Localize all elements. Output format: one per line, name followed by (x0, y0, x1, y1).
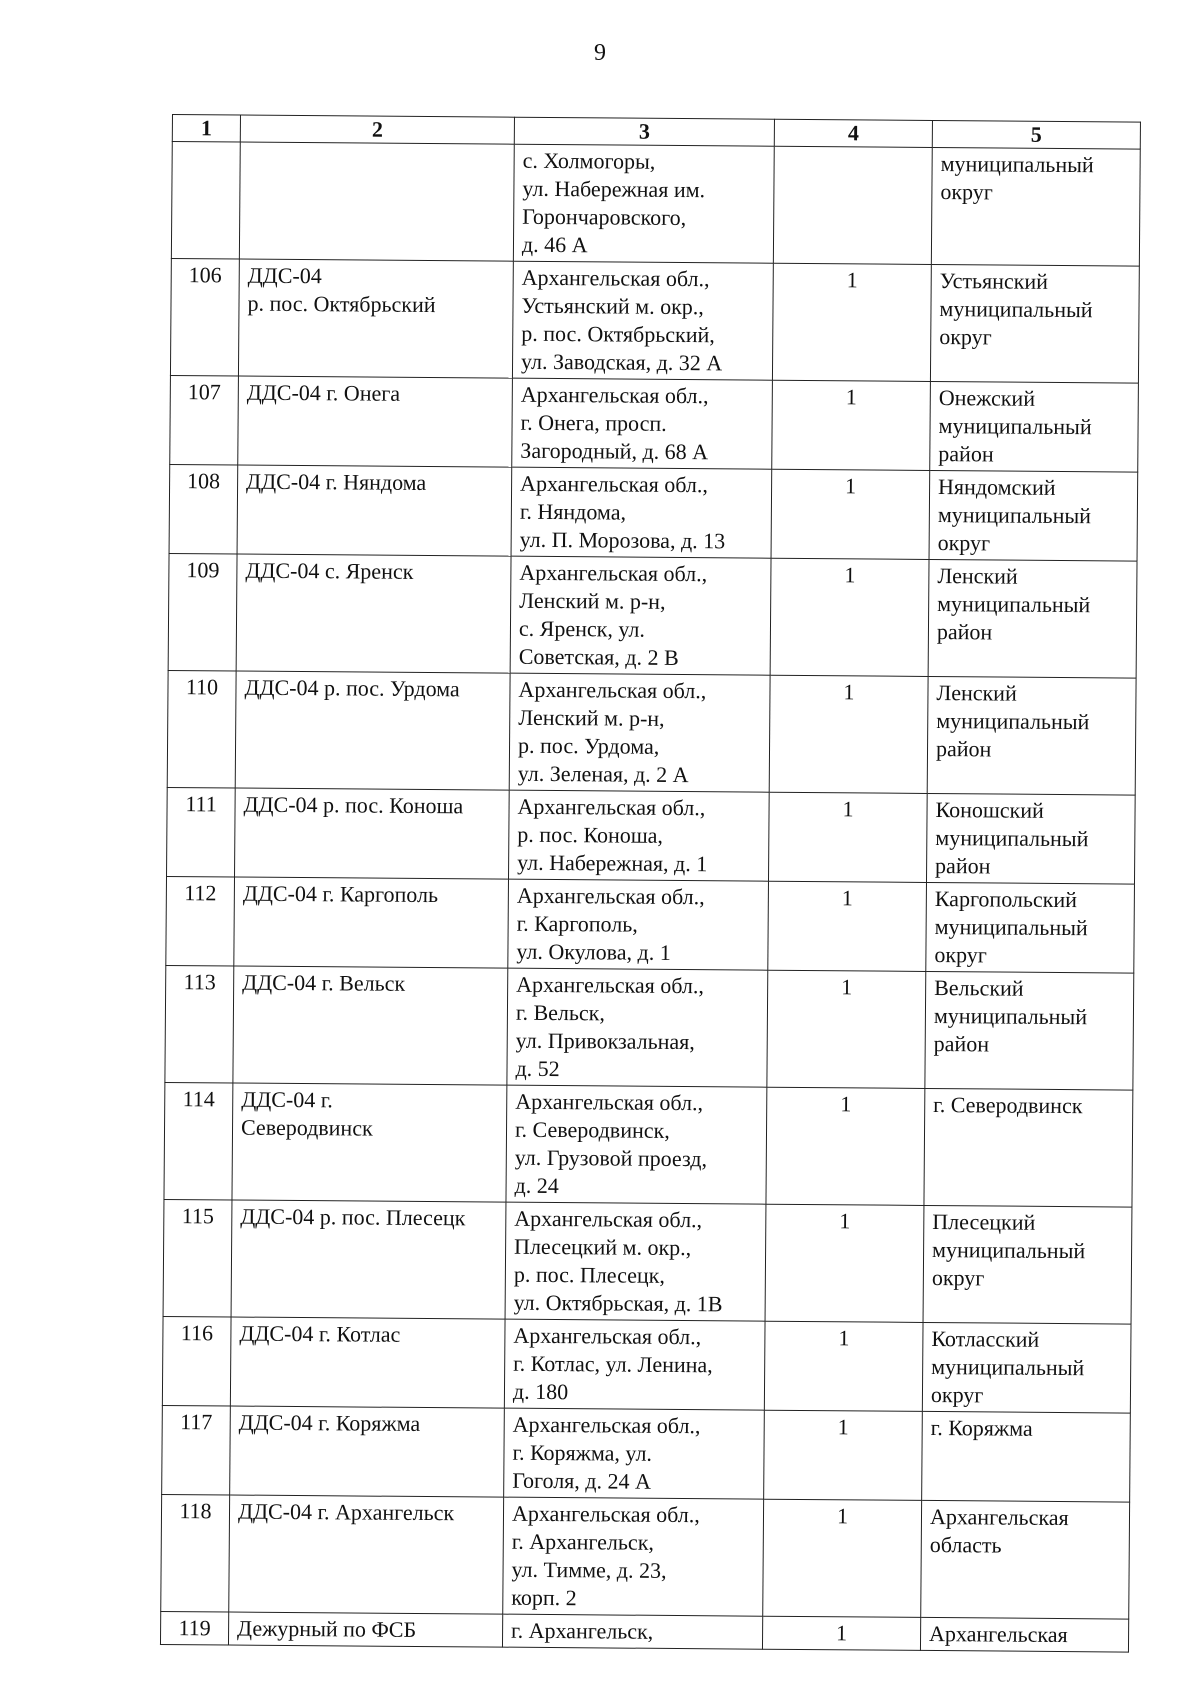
territory-cell (927, 676, 1136, 795)
row-number-cell: 109 (168, 553, 237, 671)
territory-line: муниципальный (940, 151, 1094, 178)
address-line: Горончаровского, (522, 203, 687, 231)
column-header-1: 1 (172, 115, 240, 143)
territory-line: муниципальный (933, 1003, 1088, 1030)
service-name-line: Дежурный по ФСБ (237, 1615, 417, 1642)
address-cell (513, 144, 774, 263)
address-line: р. пос. Октябрьский, (521, 320, 715, 348)
table-row (170, 375, 1139, 472)
territory-line: округ (937, 530, 991, 556)
address-line: г. Коряжма, ул. (512, 1439, 653, 1466)
row-number-cell: 111 (167, 787, 236, 877)
territory-line: район (938, 441, 994, 467)
table-row (169, 464, 1138, 561)
table-row (167, 670, 1136, 795)
address-line: ул. Набережная, д. 1 (517, 849, 708, 877)
address-line: р. пос. Плесецк, (513, 1261, 666, 1288)
service-name-line: ДДС-04 р. пос. Урдома (244, 674, 460, 702)
address-cell (508, 879, 769, 970)
territory-cell (922, 1411, 1131, 1502)
territory-line: муниципальный (939, 296, 1093, 323)
territory-line: Архангельская (929, 1503, 1069, 1531)
row-number-cell: 114 (164, 1082, 233, 1200)
service-name-line: р. пос. Октябрьский (247, 290, 436, 318)
territory-cell (920, 1617, 1128, 1652)
table-row (165, 965, 1134, 1090)
address-line: Загородный, д. 68 А (520, 437, 709, 465)
quantity-cell: 1 (763, 1499, 922, 1617)
address-line: Архангельская обл., (514, 1205, 703, 1233)
service-name-line: ДДС-04 г. Няндома (246, 468, 427, 496)
territory-cell (926, 793, 1135, 884)
territory-line: Ленский (937, 563, 1018, 589)
service-name-cell (236, 554, 511, 673)
row-number-cell: 108 (169, 464, 238, 554)
address-line: ул. Заводская, д. 32 А (520, 348, 723, 376)
quantity-cell: 1 (768, 881, 927, 971)
territory-line: Каргопольский (934, 886, 1078, 913)
address-line: ул. Привокзальная, (515, 1027, 695, 1055)
address-cell (506, 1085, 767, 1204)
column-header-3: 3 (514, 117, 774, 146)
territory-line: муниципальный (934, 914, 1088, 941)
address-line: Советская, д. 2 В (518, 643, 679, 670)
table-row (167, 787, 1136, 884)
service-name-cell (232, 1083, 507, 1202)
row-number-cell: 106 (170, 258, 239, 376)
territory-line: Устьянский (939, 268, 1049, 294)
address-line: Гоголя, д. 24 А (512, 1467, 652, 1494)
address-line: г. Северодвинск, (514, 1116, 670, 1143)
territory-cell (930, 264, 1139, 383)
address-line: г. Архангельск, (511, 1528, 655, 1555)
territory-cell (924, 1088, 1133, 1207)
service-name-line: ДДС-04 р. пос. Плесецк (240, 1203, 466, 1231)
quantity-cell: 1 (764, 1410, 923, 1500)
table-row (163, 1199, 1132, 1324)
address-line: ул. Окулова, д. 1 (516, 938, 671, 965)
row-number-cell: 113 (165, 965, 234, 1083)
column-header-2: 2 (240, 115, 514, 144)
row-number-cell (171, 142, 240, 260)
address-line: Устьянский м. окр., (521, 292, 704, 320)
address-cell (509, 673, 770, 792)
address-line: Архангельская обл., (517, 793, 706, 821)
page-number: 9 (594, 40, 606, 66)
row-number-cell: 119 (160, 1611, 228, 1645)
quantity-cell: 1 (772, 263, 931, 381)
address-line: ул. П. Морозова, д. 13 (519, 526, 726, 554)
quantity-cell: 1 (768, 792, 927, 882)
address-line: Архангельская обл., (518, 676, 707, 704)
address-line: Архангельская обл., (511, 1500, 700, 1528)
address-cell (502, 1614, 762, 1649)
address-cell (511, 467, 772, 558)
service-name-line: ДДС-04 г. Онега (246, 379, 401, 406)
row-number-cell: 110 (167, 670, 236, 788)
address-line: д. 46 А (521, 231, 588, 258)
territory-cell (925, 971, 1134, 1090)
service-name-line: ДДС-04 г. Архангельск (237, 1498, 455, 1526)
service-name-cell (229, 1495, 504, 1614)
address-cell (505, 1202, 766, 1321)
territory-line: район (933, 1031, 990, 1057)
address-line: Архангельская обл., (520, 381, 709, 409)
address-cell (503, 1497, 764, 1616)
territory-line: Онежский (938, 385, 1036, 411)
service-name-line: ДДС-04 р. пос. Коноша (243, 791, 464, 819)
quantity-cell: 1 (770, 558, 929, 676)
row-number-cell: 116 (162, 1316, 231, 1406)
territory-line: район (935, 853, 991, 879)
territory-cell (931, 147, 1140, 266)
address-cell (512, 261, 773, 380)
table-row (166, 876, 1135, 973)
address-line: ул. Зеленая, д. 2 А (517, 760, 689, 788)
service-name-line: ДДС-04 (247, 262, 322, 289)
territory-line: область (929, 1531, 1002, 1558)
territory-line: Ленский (936, 680, 1017, 706)
territory-cell (928, 559, 1137, 678)
table-row (168, 553, 1137, 678)
address-line: г. Каргополь, (516, 910, 638, 937)
service-name-cell (230, 1406, 505, 1497)
territory-line: Плесецкий (932, 1209, 1036, 1235)
table-row (164, 1082, 1133, 1207)
address-cell (510, 556, 771, 675)
table-row (161, 1494, 1130, 1619)
table-row (162, 1405, 1131, 1502)
territory-line: округ (940, 179, 993, 205)
territory-cell (926, 882, 1135, 973)
service-name-line: ДДС-04 г. Коряжма (238, 1409, 421, 1436)
territory-cell (921, 1500, 1130, 1619)
service-name-cell (235, 788, 510, 879)
address-line: Плесецкий м. окр., (514, 1233, 692, 1261)
territory-line: округ (939, 324, 992, 350)
quantity-cell: 1 (769, 675, 928, 793)
territory-line: Коношский (935, 797, 1044, 823)
address-cell (504, 1319, 765, 1410)
service-name-line: ДДС-04 г. (241, 1086, 333, 1113)
quantity-cell: 1 (772, 380, 931, 470)
column-header-4: 4 (774, 119, 932, 147)
address-line: г. Котлас, ул. Ленина, (513, 1350, 713, 1378)
service-name-line: ДДС-04 г. Котлас (239, 1320, 401, 1347)
table-row (162, 1316, 1131, 1413)
service-name-line: Северодвинск (240, 1114, 373, 1141)
service-name-cell (231, 1200, 506, 1319)
service-name-line: ДДС-04 г. Вельск (242, 969, 406, 996)
territory-line: муниципальный (937, 591, 1091, 618)
row-number-cell: 107 (170, 375, 239, 465)
address-line: Архангельская обл., (515, 1088, 704, 1116)
quantity-cell: 1 (766, 1087, 925, 1205)
territory-line: муниципальный (935, 825, 1089, 852)
address-line: с. Яренск, ул. (518, 615, 646, 642)
territory-line: муниципальный (936, 708, 1090, 735)
service-name-line: ДДС-04 с. Яренск (245, 557, 414, 584)
service-name-cell (235, 671, 510, 790)
address-line: д. 52 (515, 1055, 560, 1082)
registry-table (160, 114, 1141, 1653)
address-line: ул. Грузовой проезд, (514, 1144, 708, 1172)
territory-line: Вельский (934, 975, 1024, 1001)
service-name-cell (237, 465, 512, 556)
service-name-cell (238, 376, 513, 467)
address-line: г. Онега, просп. (520, 409, 667, 436)
territory-line: г. Северодвинск (933, 1092, 1083, 1119)
table-row (171, 142, 1140, 267)
address-line: ул. Октябрьская, д. 1В (513, 1289, 723, 1317)
address-line: Архангельская обл., (520, 470, 708, 498)
quantity-cell: 1 (771, 469, 930, 559)
address-cell (512, 378, 773, 469)
address-line: Архангельская обл., (513, 1322, 702, 1350)
quantity-cell: 1 (767, 970, 926, 1088)
row-number-cell: 117 (162, 1405, 231, 1495)
territory-line: район (936, 619, 993, 645)
territory-cell (923, 1205, 1132, 1324)
row-number-cell: 112 (166, 876, 235, 966)
address-line: г. Вельск, (515, 999, 606, 1026)
territory-line: Няндомский (937, 474, 1056, 500)
territory-cell (929, 470, 1138, 561)
quantity-cell (773, 146, 932, 264)
address-line: ул. Набережная им. (522, 175, 706, 203)
address-line: Архангельская обл., (519, 559, 708, 587)
territory-cell (922, 1322, 1131, 1413)
address-line: Архангельская обл., (521, 264, 710, 292)
territory-line: муниципальный (938, 413, 1092, 440)
row-number-cell: 115 (163, 1199, 232, 1317)
territory-line: округ (931, 1265, 985, 1291)
address-line: Архангельская обл., (512, 1411, 701, 1439)
address-line: Ленский м. р-н, (518, 704, 665, 731)
address-line: р. пос. Коноша, (517, 821, 664, 848)
address-cell (504, 1408, 765, 1499)
territory-line: муниципальный (937, 502, 1092, 529)
address-line: д. 24 (514, 1172, 559, 1199)
table-row (160, 1611, 1128, 1652)
address-line: с. Холмогоры, (522, 147, 656, 174)
quantity-cell: 1 (765, 1204, 924, 1322)
table-body (160, 142, 1140, 1653)
table-row (170, 258, 1139, 383)
address-cell (507, 968, 768, 1087)
service-name-cell (238, 259, 513, 378)
territory-line: округ (934, 942, 987, 968)
address-line: Архангельская обл., (516, 882, 705, 910)
service-name-line: ДДС-04 г. Каргополь (242, 880, 439, 908)
address-line: ул. Тимме, д. 23, (511, 1556, 667, 1583)
territory-cell (930, 381, 1139, 472)
address-line: р. пос. Урдома, (517, 732, 660, 759)
quantity-cell: 1 (762, 1616, 920, 1650)
address-line: г. Няндома, (519, 498, 627, 525)
address-line: Архангельская обл., (516, 971, 705, 999)
service-name-cell (234, 877, 509, 968)
address-line: д. 180 (512, 1378, 569, 1405)
quantity-cell: 1 (764, 1321, 923, 1411)
address-cell (509, 790, 770, 881)
address-line: корп. 2 (511, 1584, 577, 1611)
territory-line: Котласский (931, 1326, 1040, 1352)
service-name-cell (230, 1317, 505, 1408)
territory-line: г. Коряжма (930, 1414, 1033, 1441)
service-name-cell (239, 142, 514, 261)
service-name-cell (228, 1612, 502, 1647)
address-line: Ленский м. р-н, (519, 587, 666, 614)
territory-line: муниципальный (932, 1237, 1086, 1264)
column-header-5: 5 (932, 120, 1140, 149)
territory-line: округ (930, 1382, 984, 1408)
territory-line: муниципальный (931, 1354, 1085, 1381)
service-name-cell (233, 966, 508, 1085)
territory-line: Архангельская (928, 1620, 1068, 1648)
territory-line: район (935, 736, 992, 762)
row-number-cell: 118 (161, 1494, 230, 1612)
address-line: г. Архангельск, (511, 1617, 654, 1644)
